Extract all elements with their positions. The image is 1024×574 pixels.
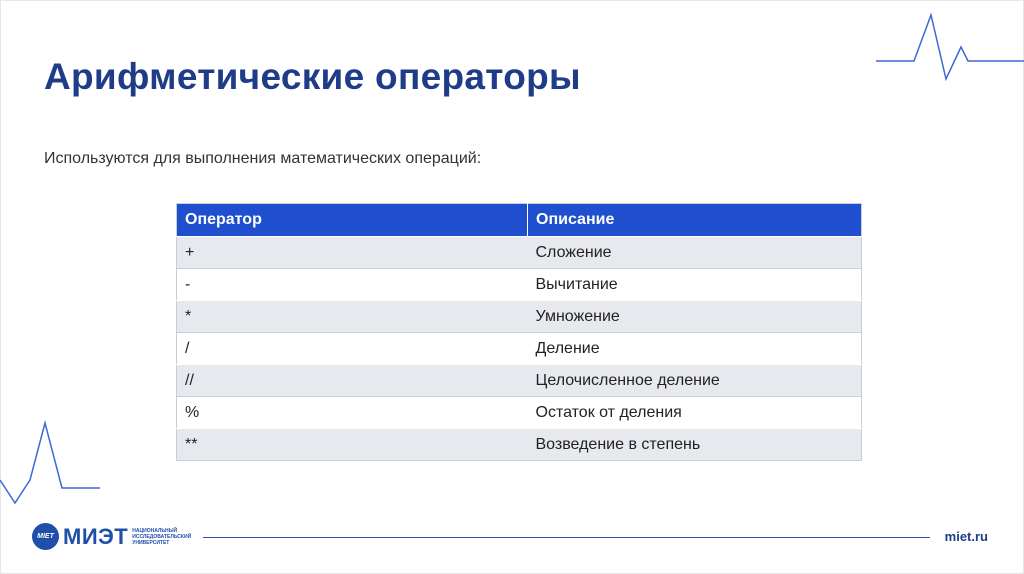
logo-emblem-icon: MIET (32, 523, 59, 550)
description-cell: Умножение (528, 301, 862, 333)
footer-divider (203, 537, 930, 538)
pulse-line-top-right-icon (876, 12, 1024, 82)
operators-table (176, 203, 862, 461)
description-cell: Остаток от деления (528, 397, 862, 429)
description-cell: Вычитание (528, 269, 862, 301)
logo-wordmark: МИЭТ (63, 523, 129, 549)
table-row (177, 365, 862, 397)
operator-cell: * (177, 301, 528, 333)
page-title: Арифметические операторы (44, 56, 581, 97)
page-subtitle: Используются для выполнения математических операций: (44, 150, 482, 167)
pulse-line-bottom-left-icon (0, 418, 100, 508)
table-row (177, 301, 862, 333)
operator-cell: + (177, 237, 528, 269)
table-row (177, 429, 862, 461)
operator-cell: % (177, 397, 528, 429)
description-cell: Деление (528, 333, 862, 365)
operator-cell: // (177, 365, 528, 397)
table-row (177, 333, 862, 365)
description-cell: Возведение в степень (528, 429, 862, 461)
header-description: Описание (528, 204, 862, 237)
miet-logo (32, 523, 198, 550)
table-header-row (177, 204, 862, 237)
operator-cell: - (177, 269, 528, 301)
header-operator: Оператор (177, 204, 528, 237)
operator-cell: / (177, 333, 528, 365)
operator-cell: ** (177, 429, 528, 461)
site-link[interactable]: miet.ru (944, 529, 988, 544)
table-row (177, 397, 862, 429)
description-cell: Сложение (528, 237, 862, 269)
table-row (177, 269, 862, 301)
logo-caption: НАЦИОНАЛЬНЫЙ ИССЛЕДОВАТЕЛЬСКИЙ УНИВЕРСИТЕТ (132, 527, 192, 546)
table-row (177, 237, 862, 269)
description-cell: Целочисленное деление (528, 365, 862, 397)
